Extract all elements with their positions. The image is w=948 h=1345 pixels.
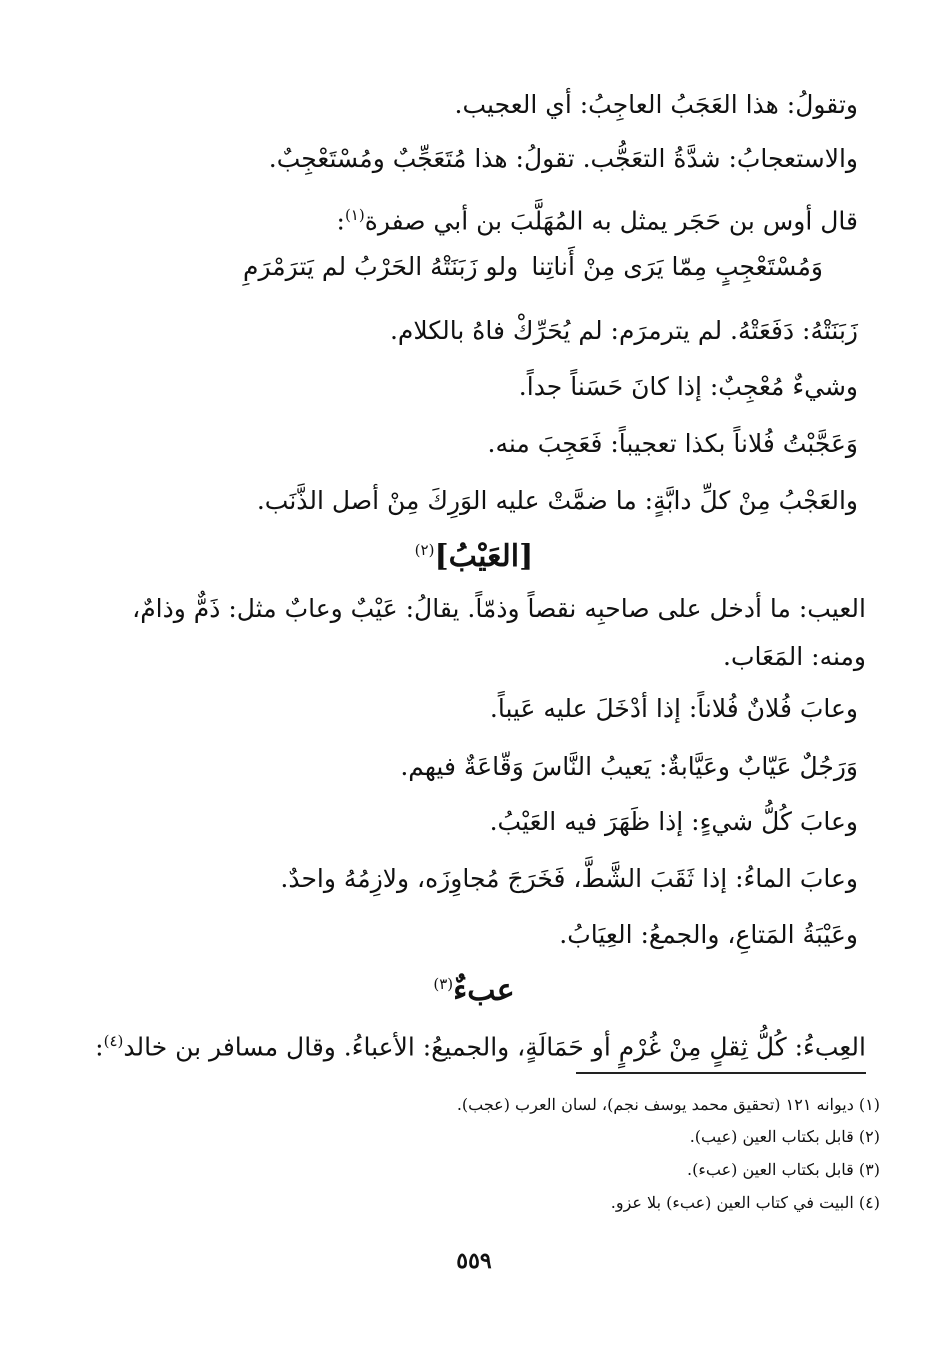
text-line-1: وتقولُ: هذا العَجَبُ العاجِبُ: أي العجيب. — [454, 90, 858, 119]
text-line-3-body: قال أوس بن حَجَر يمثل به المُهَلَّبَ بن أبي صفرة — [364, 206, 858, 236]
section-heading-ib-text: عبءٌ — [453, 973, 515, 1008]
text-line-6: وَعَجَّبْتُ فُلاناً بكذا تعجيباً: فَعَجِبَ منه. — [487, 429, 858, 458]
text-line-15 — [95, 1024, 866, 1064]
section-heading-ayb-text: [العَيْبُ] — [434, 539, 534, 574]
footnote-3: (٣) قابل بكتاب العين (عبء). — [687, 1160, 880, 1179]
footnote-separator — [576, 1072, 866, 1074]
footnote-2: (٢) قابل بكتاب العين (عيب). — [689, 1127, 880, 1146]
text-line-15-body: العِبءُ: كُلُّ ثِقلٍ مِنْ غُرْمٍ أو حَمَالَةٍ، والجميعُ: الأعباءُ. وقال مسافر بن خالد — [123, 1032, 866, 1062]
text-line-11: وَرَجُلٌ عَيّابٌ وعَيَّابةٌ: يَعيبُ النَّاسَ وَقّاعَةٌ فيهم. — [400, 752, 858, 781]
text-line-4: زَبَنَتْهُ: دَفَعَتْهُ. لم يترمرَم: لم يُحَرِّكْ فاهُ بالكلام. — [389, 316, 858, 345]
footnote-ref-3: (٣) — [433, 975, 454, 993]
text-line-14: وعَيْبَةُ المَتاعِ، والجمعُ: العِيَابُ. — [559, 920, 858, 949]
text-line-5: وشيءٌ مُعْجِبٌ: إذا كانَ حَسَناً جداً. — [518, 372, 858, 401]
text-line-3 — [337, 198, 859, 238]
verse-first-hemistich: وَمُسْتَعْجِبٍ مِمّا يَرَى مِنْ أَناتِنا — [531, 252, 823, 281]
text-line-10: وعابَ فُلانٌ فُلاناً: إذا أدْخَلَ عليه عَيباً. — [489, 694, 858, 723]
text-line-3-colon: : — [336, 206, 345, 236]
footnote-4: (٤) البيت في كتاب العين (عبء) بلا عزو. — [610, 1193, 880, 1212]
text-line-8: العيب: ما أدخل على صاحبِه نقصاً وذمّاً. يقالُ: عَيْبٌ وعابٌ مثل: ذَمٌّ وذامٌ، — [132, 594, 866, 623]
verse-second-hemistich: ولو زَبَنَتْهُ الحَرْبُ لم يَترَمْرَمِ — [243, 252, 519, 281]
footnote-ref-1: (١) — [344, 206, 365, 224]
section-heading-ib — [0, 964, 948, 1011]
poetry-verse — [243, 250, 823, 284]
section-heading-ayb — [0, 530, 948, 577]
text-line-7: والعَجْبُ مِنْ كلِّ دابَّةٍ: ما ضمَّتْ عليه الوَرِكَ مِنْ أصل الذَّنَب. — [256, 486, 858, 515]
text-line-9: ومنه: المَعَاب. — [723, 642, 866, 671]
text-line-12: وعابَ كُلُّ شيءٍ: إذا ظَهَرَ فيه العَيْبُ. — [489, 807, 858, 836]
text-line-13: وعابَ الماءُ: إذا ثَقَبَ الشَّطَّ، فَخَرَجَ مُجاوِزَه، ولازِمُهُ واحدٌ. — [280, 864, 858, 893]
text-line-15-colon: : — [95, 1032, 104, 1062]
text-line-2: والاستعجابُ: شدَّةُ التعَجُّب. تقولُ: هذا مُتَعَجِّبٌ ومُسْتَعْجِبٌ. — [268, 144, 858, 173]
footnote-ref-2: (٢) — [414, 541, 435, 559]
footnote-1: (١) ديوانه ١٢١ (تحقيق محمد يوسف نجم)، لسان العرب (عجب). — [456, 1095, 880, 1114]
footnote-ref-4: (٤) — [103, 1032, 124, 1050]
page-number: ٥٥٩ — [456, 1248, 492, 1274]
